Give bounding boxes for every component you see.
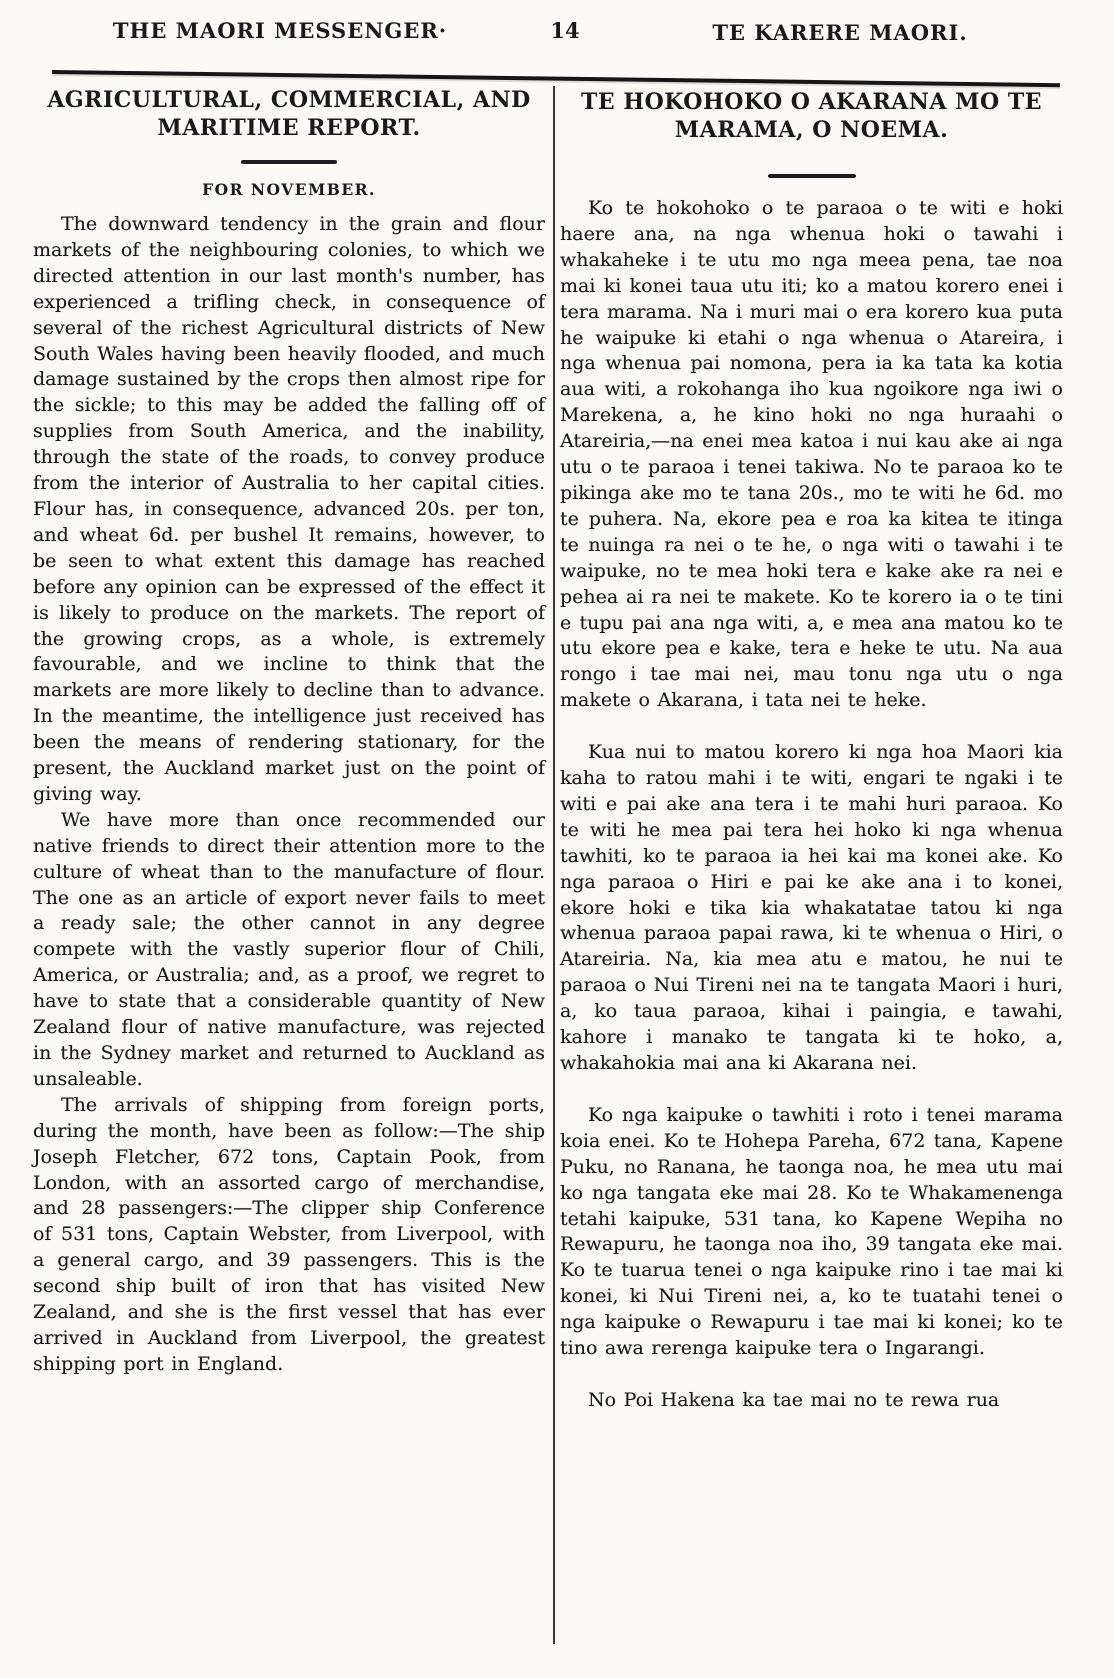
column-divider-rule <box>553 86 555 1644</box>
masthead-rule <box>52 70 1060 87</box>
right-column-body <box>560 196 1063 1414</box>
paragraph-maori-wheat-recommendation: Kua nui to matou korero ki nga hoa Maori kia kaha to ratou mahi i te witi, engari te ngaki i te witi e pai ake ana tera i te mahi huri paraoa. Ko te witi he mea pai tera hei hoko ki nga whenua tawhiti, ko te paraoa ia hei kai ma konei ake. Ko nga paraoa o Hiri e pai ke ake ana i to konei, ekore hoki e tika kia whakatatae tatou ki nga whenua paraoa papai rawa, ki te whenua o Hiri, o Atareiria. Na, kia mea atu e matou, he nui te paraoa o Nui Tireni nei na te tangata Maori i huri, a, ko taua paraoa, kihai i paingia, e tawahi, kahore i manako te tangata ki te hoko, a, whakahokia mai ana ki Akarana nei. <box>560 741 1063 1074</box>
left-column <box>33 86 545 1378</box>
left-column-heading: AGRICULTURAL, COMMERCIAL, AND MARITIME REPORT. <box>47 87 531 141</box>
right-heading-separator-rule <box>768 174 856 178</box>
right-column <box>560 88 1063 1414</box>
masthead-page-number: 14 <box>550 18 580 43</box>
paragraph-maori-market-report: Ko te hokohoko o te paraoa o te witi e hoki haere ana, na nga whenua hoki o tawahi i whakaheke i te utu mo nga meea pena, tae noa mai ki konei taua utu iti; ko a matou korero enei i tera marama. Na i muri mai o era korero kua puta he waipuke ki etahi o nga whenua o Atareira, i nga whenua pai nomona, pera ia ka tata ka kotia aua witi, a rokohanga iho kua ngoikore nga iwi o Marekena, a, he kino hoki no nga huraahi o Atareiria,—na enei mea katoa i nui kau ake ai nga utu o te paraoa i tenei takiwa. No te paraoa ko te pikinga ake mo te tana 20s., mo te witi he 6d. mo te puhera. Na, ekore pea e roa ka kitea te itinga te nuinga ra nei o te he, o nga witi o tawahi i te waipuke, no te mea hoki tera e kake ake ra nei e pehea ai ra nei te makete. Ko te korero ia o te tini e tupu pai ana nga witi, a, e mea ana matou ko te utu ekore pea e kake, tera e heke te utu. Na aua rongo i tae mai nei, mau tonu nga utu o nga makete o Akarana, i tata nei te heke. <box>560 197 1063 712</box>
paragraph-maori-poi-hakena: No Poi Hakena ka tae mai no te rewa rua <box>588 1388 1000 1411</box>
masthead-left-title: THE MAORI MESSENGER· <box>112 18 448 43</box>
left-heading-separator-rule <box>241 160 337 164</box>
right-column-heading: TE HOKOHOKO O AKARANA MO TE MARAMA, O NOEMA. <box>581 89 1042 143</box>
paragraph-maori-shipping-arrivals: Ko nga kaipuke o tawhiti i roto i tenei marama koia enei. Ko te Hohepa Pareha, 672 tana, Kapene Puku, no Ranana, he taonga noa, he mea utu mai ko nga tangata eke mai 28. Ko te Whakamenenga tetahi kaipuke, 531 tana, ko Kapene Wepiha no Rewapuru, he taonga noa iho, 39 tangata eke mai. Ko te tuarua tenei o nga kaipuke rino i tae mai ki konei, ki Nui Tireni nei, a, ko te tuatahi tenei o nga kaipuke o Rewapuru i tae mai ki konei; ko te tino awa rerenga kaipuke tera o Ingarangi. <box>560 1103 1063 1360</box>
left-column-subheading: FOR NOVEMBER. <box>202 180 376 199</box>
paragraph-english-wheat-recommendation: We have more than once recommended our native friends to direct their attention more to the culture of wheat than to the manufacture of flour. The one as an article of export never fails to meet a ready sale; the other cannot in any degree compete with the vastly superior flour of Chili, America, or Australia; and, as a proof, we regret to have to state that a considerable quantity of New Zealand flour of native manufacture, was rejected in the Sydney market and returned to Auckland as unsaleable. <box>33 808 545 1090</box>
masthead-right-title: TE KARERE MAORI. <box>712 20 968 45</box>
paragraph-english-shipping-arrivals: The arrivals of shipping from foreign ports, during the month, have been as follow:—The ship Joseph Fletcher, 672 tons, Captain Pook, from London, with an assorted cargo of merchandise, and 28 passengers:—The clipper ship Conference of 531 tons, Captain Webster, from Liverpool, with a general cargo, and 39 passengers. This is the second ship built of iron that has visited New Zealand, and she is the first vessel that has ever arrived in Auckland from Liverpool, the greatest shipping port in England. <box>33 1093 545 1375</box>
paragraph-english-market-report: The downward tendency in the grain and flour markets of the neighbouring colonies, to which we directed attention in our last month's number, has experienced a trifling check, in consequence of several of the richest Agricultural districts of New South Wales having been heavily flooded, and much damage sustained by the crops then almost ripe for the sickle; to this may be added the falling off of supplies from South America, and the inability, through the state of the roads, to convey produce from the interior of Australia to her capital cities. Flour has, in consequence, advanced 20s. per ton, and wheat 6d. per bushel It remains, however, to be seen to what extent this damage has reached before any opinion can be expressed of the effect it is likely to produce on the markets. The report of the growing crops, as a whole, is extremely favourable, and we incline to think that the markets are more likely to decline than to advance. In the meantime, the intelligence just received has been the means of rendering stationary, for the present, the Auckland market just on the point of giving way. <box>33 213 545 805</box>
left-column-body <box>33 212 545 1378</box>
